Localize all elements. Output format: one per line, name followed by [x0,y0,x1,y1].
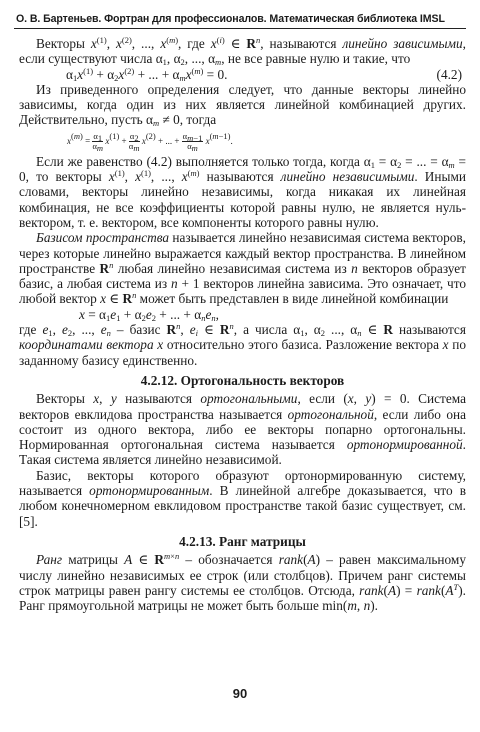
header-rule [14,28,466,29]
equation-basis: $x = \alpha_1e_1 + \alpha_2e_2$ + ... + $\alpha_ne_n$, [79,306,219,323]
paragraph: Базисом пространства называется линейно независимая система векторов, через которые линейно выражается каждый вектор пространства. В линейном пространстве $R^n$ любая линейно независимая система из n векторов образует базис, а любая система из n + 1 векторов линейна зависима. Это означает, что любой вектор x ∈ $R^n$ может быть представлен в виде линейной комбинации [19,230,466,307]
section-heading: 4.2.13. Ранг матрицы [179,533,306,549]
page-number: 90 [232,686,248,701]
paragraph: Векторы $x^{(1)}$, $x^{(2)}$, ..., $x^{(m)}$, где $x^{(i)}$ ∈ $R^n$, называются линейно зависимыми, если существуют числа $\alpha_1$, $\alpha_2$, ..., $\alpha_m$, не все равные нулю и такие, что [19,35,466,68]
paragraph: Ранг матрицы A ∈ $R^{m\times n}$ – обозначается rank(A) – равен максимальному числу линейно независимых ее строк (или столбцов). Причем ранг системы строк матрицы равен рангу системы ее столбцов. Отсюда, rank(A) = $rank(A^T)$. Ранг прямоугольной матрицы не может быть больше min(m, n). [19,551,466,614]
paragraph: Базис, векторы которого образуют ортонормированную систему, называется ортонормированным. В линейной алгебре доказывается, что в любом конечномерном евклидовом пространстве такой базис существует, см. [5]. [19,467,466,529]
equation-expansion: $x^{(m)}$ = $\frac{\alpha_1}{\alpha_m}$ $x^{(1)}$ + $\frac{\alpha_2}{\alpha_m}$ $x^{(2)}$ + ... + $\frac{\alpha_{m-1}}{\alpha_m}$ $x^{(m-1)}$. [67,130,233,154]
equation-4-2: $\alpha_1x^{(1)} + \alpha_2x^{(2)}$ + ... + $\alpha_mx^{(m)} = 0$. (4.2) [66,65,462,83]
body-text [19,36,466,613]
section-heading: 4.2.12. Ортогональность векторов [140,372,345,388]
paragraph: где $e_1$, $e_2$, ..., $e_n$ – базис $R^n$, $e_i$ ∈ $R^n$, а числа $\alpha_1$, $\alpha_2$ ..., $\alpha_n$ ∈ R называются координатами вектора x относительно этого базиса. Разложение вектора x по заданному базису единственно. [19,321,467,368]
paragraph: Если же равенство (4.2) выполняется только тогда, когда $\alpha_1 = \alpha_2$ = ... = $\alpha_m = 0$, то векторы $x^{(1)}$, $x^{(1)}$, ..., $x^{(m)}$ называются линейно независимыми. Иными словами, векторы линейно независимы, когда никакая их линейная комбинация, не все коэффициенты которой равны нулю, не является нуль-вектором, т. е. вектором, все компоненты которого равны нулю. [19,153,467,230]
equation-number: (4.2) [436,66,462,82]
paragraph: Из приведенного определения следует, что данные векторы линейно зависимы, когда один из них является линейной комбинацией других. Действительно, пусть $\alpha_m \ne 0$, тогда [19,81,466,129]
running-header: О. В. Бартеньев. Фортран для профессионалов. Математическая библиотека IMSL [16,13,445,25]
paragraph: Векторы x, y называются ортогональными, если (x, y) = 0. Система векторов евклидова пространства называется ортогональной, если либо она состоит из одного вектора, либо ее векторы попарно ортогональны. Нормированная ортогональная система называется ортонормированной. Такая система является линейно независимой. [19,391,466,468]
